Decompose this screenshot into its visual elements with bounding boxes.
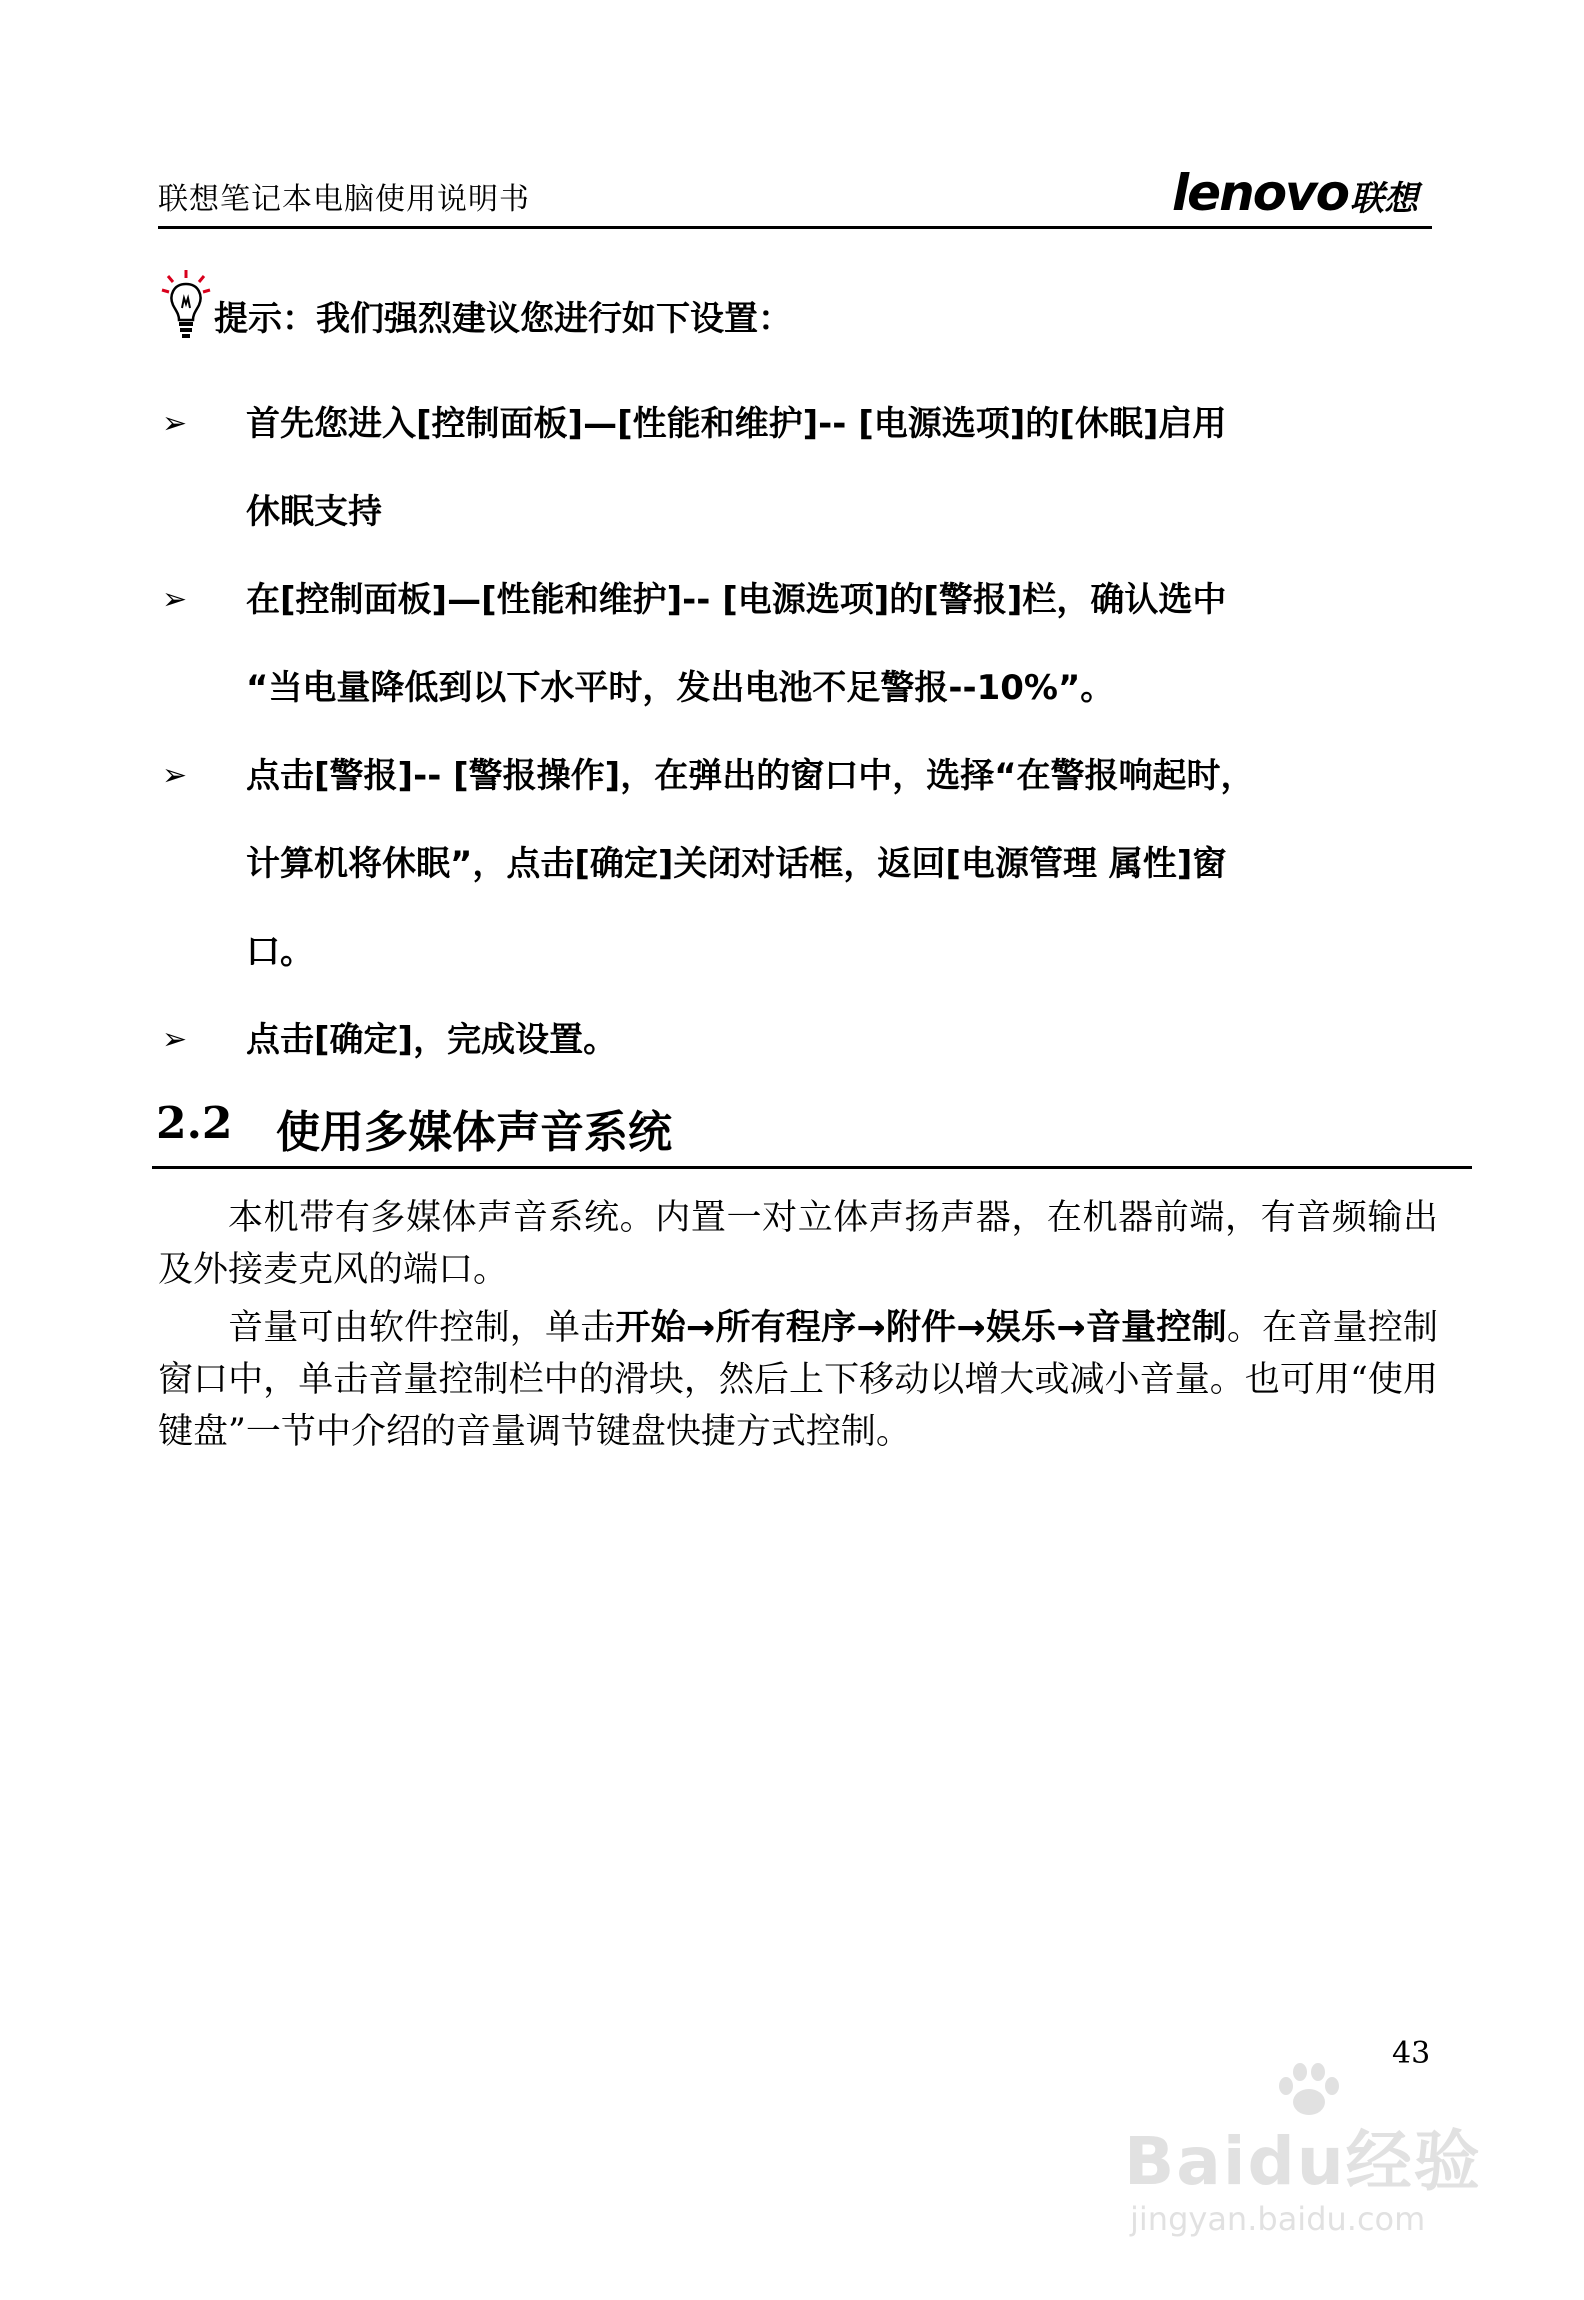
list-item-line: 点击[警报]-- [警报操作]，在弹出的窗口中，选择“在警报响起时， <box>246 756 1255 796</box>
arrow-bullet-icon: ➢ <box>162 1022 188 1057</box>
page-header <box>158 164 1432 229</box>
list-item-line: 休眠支持 <box>246 492 382 532</box>
paragraph: 本机带有多媒体声音系统。内置一对立体声扬声器，在机器前端，有音频输出及外接麦克风的端口。 <box>158 1198 1438 1290</box>
tip-text: 提示：我们强烈建议您进行如下设置： <box>214 299 792 339</box>
tip-box <box>160 268 792 342</box>
section-body <box>158 1192 1438 1464</box>
baidu-watermark <box>1124 2060 1504 2250</box>
paragraph-text: 。在音量控制窗口中，单击音量控制栏中的滑块，然后上下移动以增大或减小音量。也可用“使用键盘”一节中介绍的音量调节键盘快捷方式控制。 <box>158 1308 1438 1452</box>
paragraph-text: 音量可由软件控制，单击 <box>228 1308 616 1348</box>
list-item-line: 在[控制面板]—[性能和维护]-- [电源选项]的[警报]栏，确认选中 <box>246 580 1227 620</box>
arrow-bullet-icon: ➢ <box>162 406 188 441</box>
settings-list <box>160 380 1430 1084</box>
manual-title: 联想笔记本电脑使用说明书 <box>158 182 530 217</box>
list-item <box>160 732 1430 996</box>
list-item-line: 口。 <box>246 932 314 972</box>
watermark-url: jingyan.baidu.com <box>1130 2200 1426 2238</box>
watermark-text: Baidu经验 <box>1124 2123 1482 2200</box>
list-item <box>160 556 1430 732</box>
list-item-line: 计算机将休眠”，点击[确定]关闭对话框，返回[电源管理 属性]窗 <box>246 844 1227 884</box>
list-item <box>160 380 1430 556</box>
arrow-bullet-icon: ➢ <box>162 758 188 793</box>
section-heading <box>152 1090 1472 1169</box>
list-item <box>160 996 1430 1084</box>
section-title: 使用多媒体声音系统 <box>276 1107 672 1158</box>
lightbulb-icon <box>160 268 212 342</box>
arrow-bullet-icon: ➢ <box>162 582 188 617</box>
section-number: 2.2 <box>156 1098 233 1149</box>
page-number: 43 <box>1392 2036 1431 2071</box>
menu-path: 开始→所有程序→附件→娱乐→音量控制 <box>615 1308 1227 1348</box>
lenovo-logo <box>1172 164 1418 222</box>
brand-logo-text: lenovo <box>1172 164 1348 222</box>
brand-chinese-text: 联想 <box>1350 179 1418 219</box>
list-item-line: 首先您进入[控制面板]—[性能和维护]-- [电源选项]的[休眠]启用 <box>246 404 1227 444</box>
list-item-line: “当电量降低到以下水平时，发出电池不足警报--10%”。 <box>246 668 1115 708</box>
list-item-line: 点击[确定]，完成设置。 <box>246 1020 618 1060</box>
paragraph <box>158 1302 1438 1458</box>
